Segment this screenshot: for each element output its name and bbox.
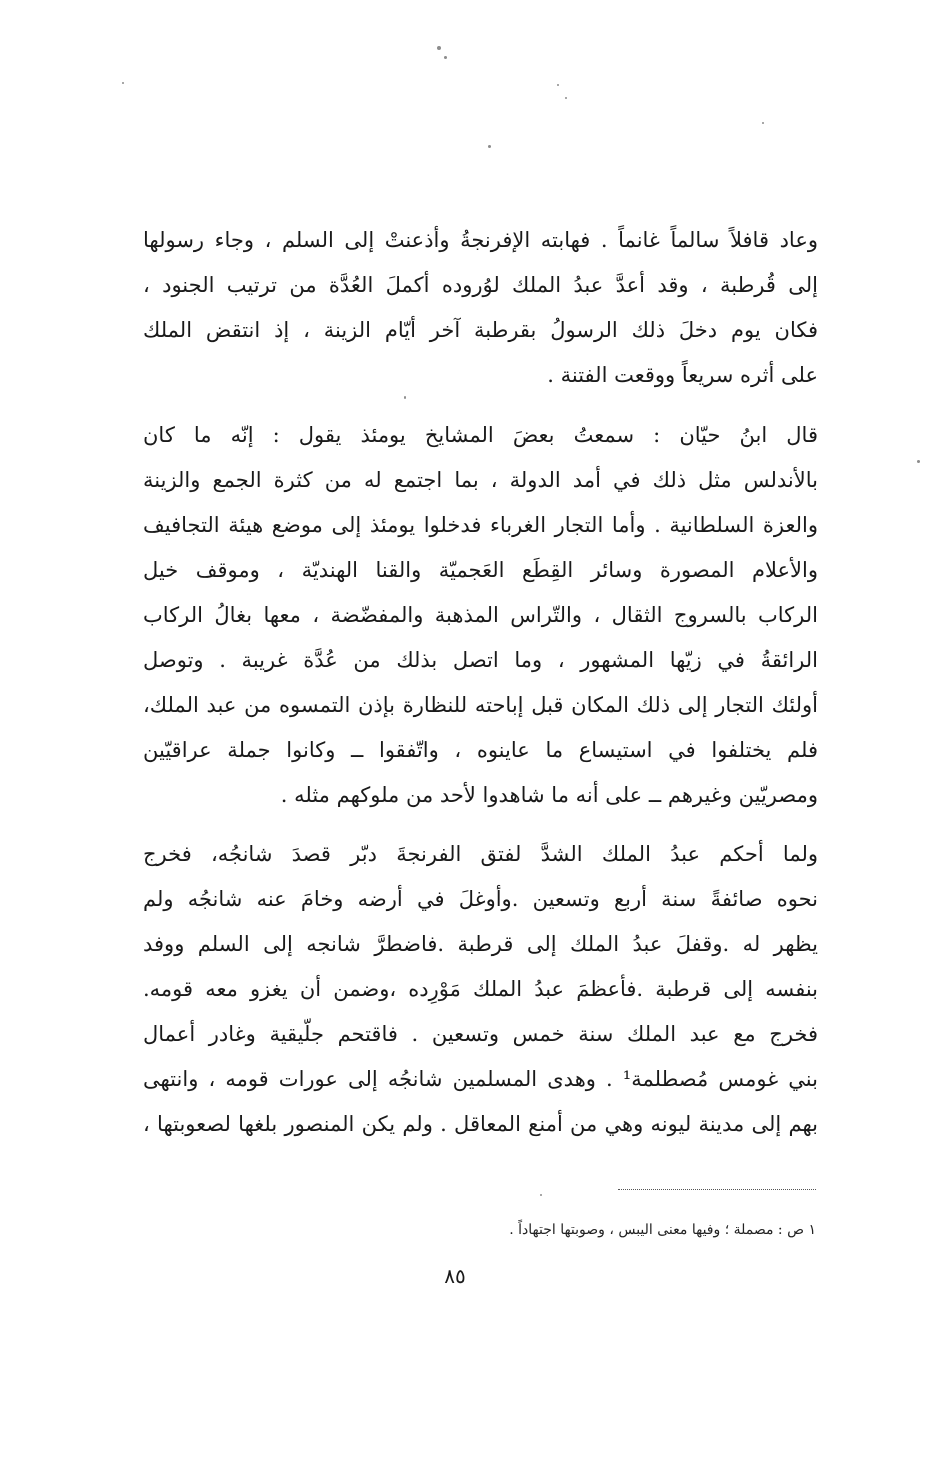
text-line: والأعلام المصورة وسائر القِطَع العَجميّة والقنا الهنديّة ، وموقف خيل [143,558,818,582]
text-line: ولما أحكم عبدُ الملك الشدَّ لفتق الفرنجةَ دبّر قصدَ شانجُه، فخرج [143,842,818,866]
footnote: ١ ص : مصملة ؛ وفيها معنى اليبس ، وصوبتها اجتهاداً . [509,1222,816,1238]
scan-speck [122,82,124,84]
text-line: وعاد قافلاً سالماً غانماً . فهابته الإفرنجةُ وأذعنتْ إلى السلم ، وجاء رسولها [143,228,818,252]
text-line: الركاب بالسروج الثقال ، والتّراس المذهبة والمفضّضة ، معها بغالُ الركاب [143,603,818,627]
text-line: ومصريّين وغيرهم ــ على أنه ما شاهدوا لأحد من ملوكهم مثله . [280,783,818,807]
scan-speck [488,145,491,148]
text-line: إلى قُرطبة ، وقد أعدَّ عبدُ الملك لوُروده أكملَ العُدَّة من ترتيب الجنود ، [143,273,818,297]
scan-speck [917,460,920,463]
text-line: على أثره سريعاً ووقعت الفتنة . [547,363,818,387]
page-number: ٨٥ [444,1264,466,1288]
text-line: الرائقةُ في زيّها المشهور ، وما اتصل بذلك من عُدَّة غريبة . وتوصل [143,648,818,672]
text-line: نحوه صائفةً سنة أربع وتسعين .وأوغلَ في أرضه وخامَ عنه شانجُه ولم [143,887,818,911]
text-line: قال ابنُ حيّان : سمعتُ بعضَ المشايخ يومئذ يقول : إنّه ما كان [143,423,818,447]
text-line: بهم إلى مدينة ليونه وهي من أمنع المعاقل . ولم يكن المنصور بلغها لصعوبتها ، [143,1112,818,1136]
paragraph-3 [143,832,818,1147]
scan-speck [437,46,441,50]
text-line: أولئك التجار إلى ذلك المكان قبل إباحته للنظارة بإذن التمسوه من عبد الملك، [143,693,818,717]
text-line: والعزة السلطانية . وأما التجار الغرباء فدخلوا يومئذ إلى موضع هيئة التجافيف [143,513,818,537]
text-line: فلم يختلفوا في استيساع ما عاينوه ، واتّفقوا ــ وكانوا جملة عراقيّين [143,738,818,762]
scan-speck [762,122,764,124]
scan-speck [444,56,447,59]
text-line: فخرج مع عبد الملك سنة خمس وتسعين . فاقتحم جلّيقية وغادر أعمال [143,1022,818,1046]
text-line: فكان يوم دخلَ ذلك الرسولُ بقرطبة آخر أيّام الزينة ، إذ انتقض الملك [143,318,818,342]
paragraph-1 [143,218,818,398]
text-line: بالأندلس مثل ذلك في أمد الدولة ، بما اجتمع له من كثرة الجمع والزينة [143,468,818,492]
paragraph-2 [143,413,818,818]
footnote-divider [618,1189,816,1190]
scan-speck [565,97,567,99]
text-line: بني غومس مُصطلمة¹ . وهدى المسلمين شانجُه إلى عورات قومه ، وانتهى [143,1067,818,1091]
scan-speck [557,84,559,86]
text-line: يظهر له .وقفلَ عبدُ الملك إلى قرطبة .فاضطرَّ شانجه إلى السلم ووفد [143,932,818,956]
text-line: بنفسه إلى قرطبة .فأعظمَ عبدُ الملك مَوْرِده ،وضمن أن يغزو معه قومه. [143,977,818,1001]
scan-speck [540,1194,542,1196]
